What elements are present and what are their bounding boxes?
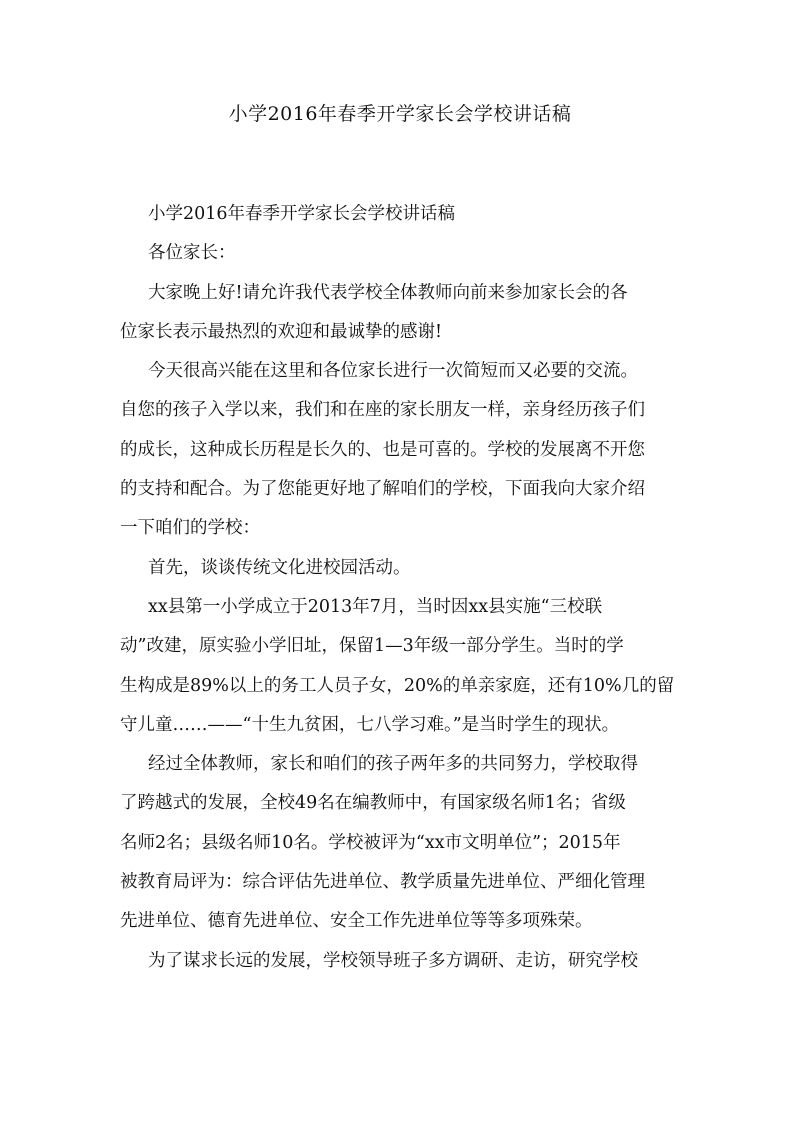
paragraph-line-11: xx县第一小学成立于2013年7月，当时因xx县实施“三校联 <box>148 596 603 617</box>
paragraph-line-17: 名师2名；县级名师10名。学校被评为“xx市文明单位”；2015年 <box>120 832 621 853</box>
paragraph-line-3: 大家晚上好!请允许我代表学校全体教师向前来参加家长会的各 <box>148 282 628 303</box>
paragraph-line-12: 动”改建，原实验小学旧址，保留1—3年级一部分学生。当时的学 <box>120 636 624 657</box>
paragraph-line-19: 先进单位、德育先进单位、安全工作先进单位等等多项殊荣。 <box>120 911 593 932</box>
paragraph-line-7: 的成长，这种成长历程是长久的、也是可喜的。学校的发展离不开您 <box>120 439 645 460</box>
paragraph-line-2: 各位家长： <box>148 243 236 264</box>
document-body <box>120 197 684 983</box>
paragraph-line-1: 小学2016年春季开学家长会学校讲话稿 <box>148 204 456 224</box>
paragraph-line-10: 首先，谈谈传统文化进校园活动。 <box>148 557 411 578</box>
paragraph-line-20: 为了谋求长远的发展，学校领导班子多方调研、走访，研究学校 <box>148 950 638 971</box>
paragraph-line-9: 一下咱们的学校： <box>120 518 260 539</box>
paragraph-line-6: 自您的孩子入学以来，我们和在座的家长朋友一样，亲身经历孩子们 <box>120 400 645 421</box>
paragraph-line-16: 了跨越式的发展，全校49名在编教师中，有国家级名师1名；省级 <box>120 793 626 814</box>
paragraph-line-15: 经过全体教师，家长和咱们的孩子两年多的共同努力，学校取得 <box>148 754 638 775</box>
document-title: 小学2016年春季开学家长会学校讲话稿 <box>228 103 572 125</box>
paragraph-line-13: 生构成是89%以上的务工人员子女，20%的单亲家庭，还有10%几的留 <box>120 675 675 696</box>
paragraph-line-5: 今天很高兴能在这里和各位家长进行一次简短而又必要的交流。 <box>148 361 638 382</box>
paragraph-line-14: 守儿童……——“十生九贫困，七八学习难。”是当时学生的现状。 <box>120 714 620 735</box>
paragraph-line-4: 位家长表示最热烈的欢迎和最诚挚的感谢! <box>120 321 443 342</box>
paragraph-line-18: 被教育局评为：综合评估先进单位、教学质量先进单位、严细化管理 <box>120 872 645 893</box>
paragraph-line-8: 的支持和配合。为了您能更好地了解咱们的学校，下面我向大家介绍 <box>120 479 645 500</box>
